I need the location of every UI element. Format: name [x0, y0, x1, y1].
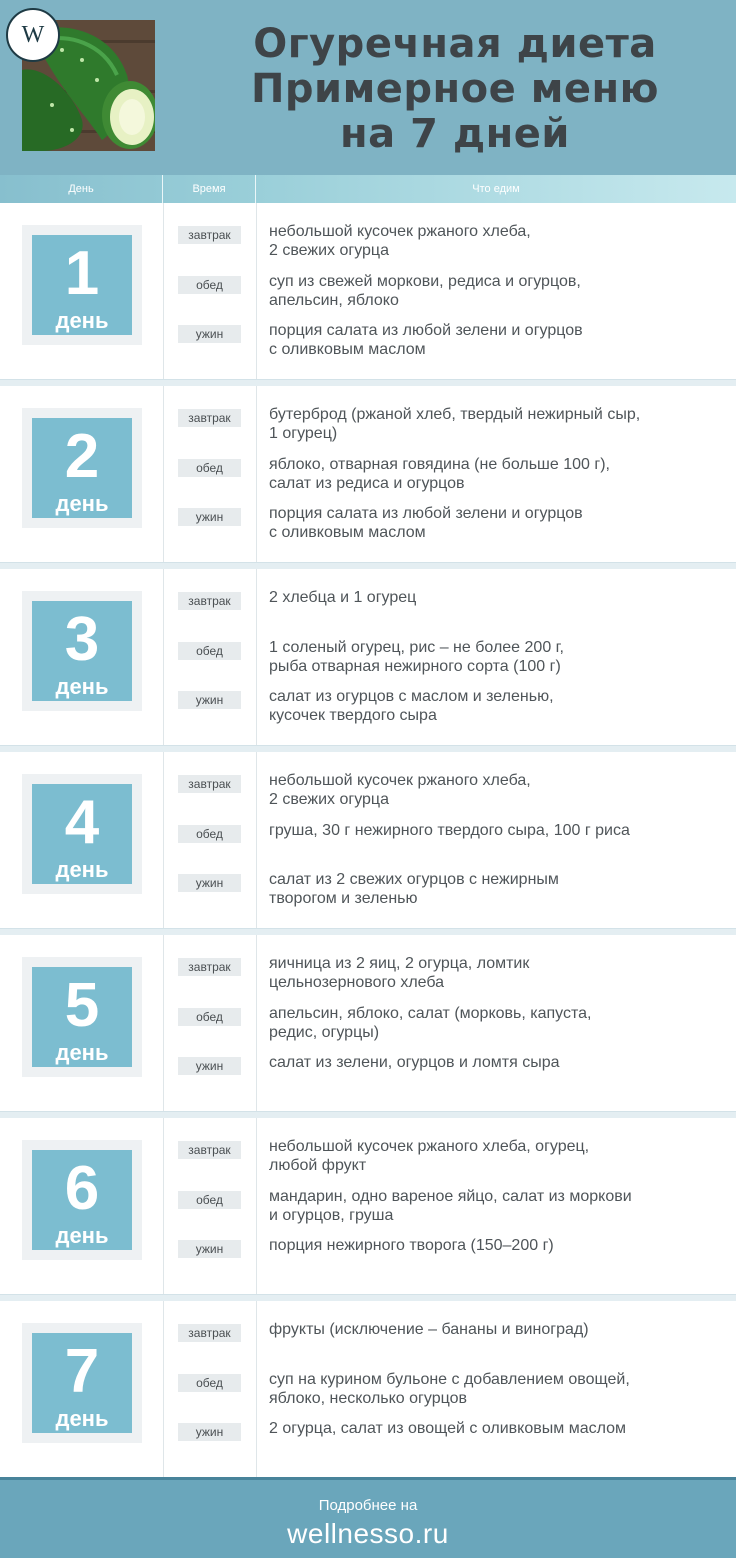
- meal-text-dinner: салат из зелени, огурцов и ломтя сыра: [269, 1054, 560, 1071]
- day-badge-frame: [22, 591, 142, 711]
- meal-tag-breakfast: завтрак: [178, 592, 241, 610]
- column-divider: [256, 203, 257, 379]
- meal-tag-lunch: обед: [178, 825, 241, 843]
- day-badge: [32, 784, 132, 884]
- meal-text-breakfast: небольшой кусочек ржаного хлеба, 2 свежих огурца: [269, 223, 531, 259]
- page-title: [190, 22, 720, 157]
- day-word: день: [55, 1223, 109, 1248]
- meal-text-lunch: суп из свежей моркови, редиса и огурцов, апельсин, яблоко: [269, 273, 581, 309]
- day-number: 1: [64, 239, 100, 308]
- day-row: [0, 569, 736, 752]
- column-divider: [163, 1118, 164, 1294]
- meal-text-dinner: салат из 2 свежих огурцов с нежирным творогом и зеленью: [269, 871, 559, 907]
- day-word: день: [55, 308, 109, 333]
- day-badge-frame: [22, 957, 142, 1077]
- column-header-food: Что едим: [472, 183, 520, 195]
- day-number: 4: [64, 788, 100, 857]
- column-headers: [0, 175, 736, 203]
- day-word: день: [55, 491, 109, 516]
- day-word: день: [55, 857, 109, 882]
- meal-tag-dinner: ужин: [178, 325, 241, 343]
- day-badge: [32, 601, 132, 701]
- day-row: [0, 1118, 736, 1301]
- day-badge: [32, 235, 132, 335]
- meal-text-breakfast: небольшой кусочек ржаного хлеба, 2 свежих огурца: [269, 772, 531, 808]
- title-line-1: Огуречная диета: [253, 21, 657, 67]
- meal-text-dinner: 2 огурца, салат из овощей с оливковым маслом: [269, 1420, 627, 1437]
- meal-text-breakfast: бутерброд (ржаной хлеб, твердый нежирный сыр, 1 огурец): [269, 406, 641, 442]
- day-number: 5: [64, 971, 100, 1040]
- day-badge: [32, 1333, 132, 1433]
- day-badge: [32, 418, 132, 518]
- meal-tag-breakfast: завтрак: [178, 1141, 241, 1159]
- row-separator: [0, 1111, 736, 1118]
- meal-text-lunch: апельсин, яблоко, салат (морковь, капуста, редис, огурцы): [269, 1005, 592, 1041]
- day-badge-frame: [22, 408, 142, 528]
- day-number: 3: [64, 605, 100, 674]
- meal-tag-lunch: обед: [178, 276, 241, 294]
- meal-tag-lunch: обед: [178, 1191, 241, 1209]
- column-divider: [256, 935, 257, 1111]
- column-divider: [163, 203, 164, 379]
- day-row: [0, 203, 736, 386]
- meal-tag-dinner: ужин: [178, 1423, 241, 1441]
- meal-tag-breakfast: завтрак: [178, 958, 241, 976]
- footer-site-link[interactable]: wellnesso.ru: [287, 1518, 449, 1549]
- footer: [0, 1477, 736, 1558]
- day-number: 2: [64, 422, 100, 491]
- meal-tag-dinner: ужин: [178, 508, 241, 526]
- day-badge: [32, 1150, 132, 1250]
- day-number: 6: [64, 1154, 100, 1223]
- day-badge-frame: [22, 1140, 142, 1260]
- row-separator: [0, 379, 736, 386]
- column-divider: [256, 1301, 257, 1477]
- column-divider: [163, 935, 164, 1111]
- meal-tag-breakfast: завтрак: [178, 1324, 241, 1342]
- header: [0, 0, 736, 175]
- column-divider: [163, 752, 164, 928]
- meal-tag-lunch: обед: [178, 1374, 241, 1392]
- meal-text-breakfast: фрукты (исключение – бананы и виноград): [269, 1321, 589, 1338]
- day-row: [0, 935, 736, 1118]
- title-line-2: Примерное меню: [250, 66, 660, 112]
- row-separator: [0, 562, 736, 569]
- column-divider: [256, 569, 257, 745]
- row-separator: [0, 928, 736, 935]
- day-badge-frame: [22, 225, 142, 345]
- meal-text-lunch: груша, 30 г нежирного твердого сыра, 100 г риса: [269, 822, 630, 839]
- day-badge: [32, 967, 132, 1067]
- meal-text-dinner: салат из огурцов с маслом и зеленью, кусочек твердого сыра: [269, 688, 554, 724]
- column-divider: [256, 752, 257, 928]
- meal-tag-dinner: ужин: [178, 691, 241, 709]
- column-divider: [163, 569, 164, 745]
- day-number: 7: [64, 1337, 100, 1406]
- day-badge-frame: [22, 774, 142, 894]
- meal-tag-lunch: обед: [178, 642, 241, 660]
- meal-text-breakfast: небольшой кусочек ржаного хлеба, огурец, любой фрукт: [269, 1138, 590, 1174]
- title-line-3: на 7 дней: [340, 111, 570, 157]
- day-row: [0, 386, 736, 569]
- footer-more-label: Подробнее на: [318, 1497, 418, 1514]
- meal-text-dinner: порция нежирного творога (150–200 г): [269, 1237, 554, 1254]
- day-word: день: [55, 1406, 109, 1431]
- column-divider: [256, 386, 257, 562]
- meal-tag-dinner: ужин: [178, 874, 241, 892]
- meal-tag-breakfast: завтрак: [178, 775, 241, 793]
- day-badge-frame: [22, 1323, 142, 1443]
- meal-text-lunch: 1 соленый огурец, рис – не более 200 г, рыба отварная нежирного сорта (100 г): [269, 639, 564, 675]
- column-divider: [163, 1301, 164, 1477]
- row-separator: [0, 1294, 736, 1301]
- meal-tag-lunch: обед: [178, 459, 241, 477]
- column-header-day: День: [0, 175, 163, 203]
- meal-text-lunch: мандарин, одно вареное яйцо, салат из моркови и огурцов, груша: [269, 1188, 632, 1224]
- day-word: день: [55, 1040, 109, 1065]
- day-row: [0, 752, 736, 935]
- column-divider: [256, 1118, 257, 1294]
- column-header-time: Время: [163, 175, 256, 203]
- meal-tag-breakfast: завтрак: [178, 226, 241, 244]
- meal-tag-breakfast: завтрак: [178, 409, 241, 427]
- meal-tag-lunch: обед: [178, 1008, 241, 1026]
- day-word: день: [55, 674, 109, 699]
- meal-text-dinner: порция салата из любой зелени и огурцов с оливковым маслом: [269, 322, 583, 358]
- meal-tag-dinner: ужин: [178, 1057, 241, 1075]
- day-row: [0, 1301, 736, 1484]
- column-divider: [163, 386, 164, 562]
- meal-text-breakfast: яичница из 2 яиц, 2 огурца, ломтик цельнозернового хлеба: [269, 955, 530, 991]
- day-list: [0, 203, 736, 1484]
- row-separator: [0, 745, 736, 752]
- meal-text-dinner: порция салата из любой зелени и огурцов с оливковым маслом: [269, 505, 583, 541]
- meal-text-breakfast: 2 хлебца и 1 огурец: [269, 589, 417, 606]
- meal-tag-dinner: ужин: [178, 1240, 241, 1258]
- meal-text-lunch: суп на курином бульоне с добавлением овощей, яблоко, несколько огурцов: [269, 1371, 630, 1407]
- wellnesso-logo: W: [6, 8, 60, 62]
- meal-text-lunch: яблоко, отварная говядина (не больше 100 г), салат из редиса и огурцов: [269, 456, 610, 492]
